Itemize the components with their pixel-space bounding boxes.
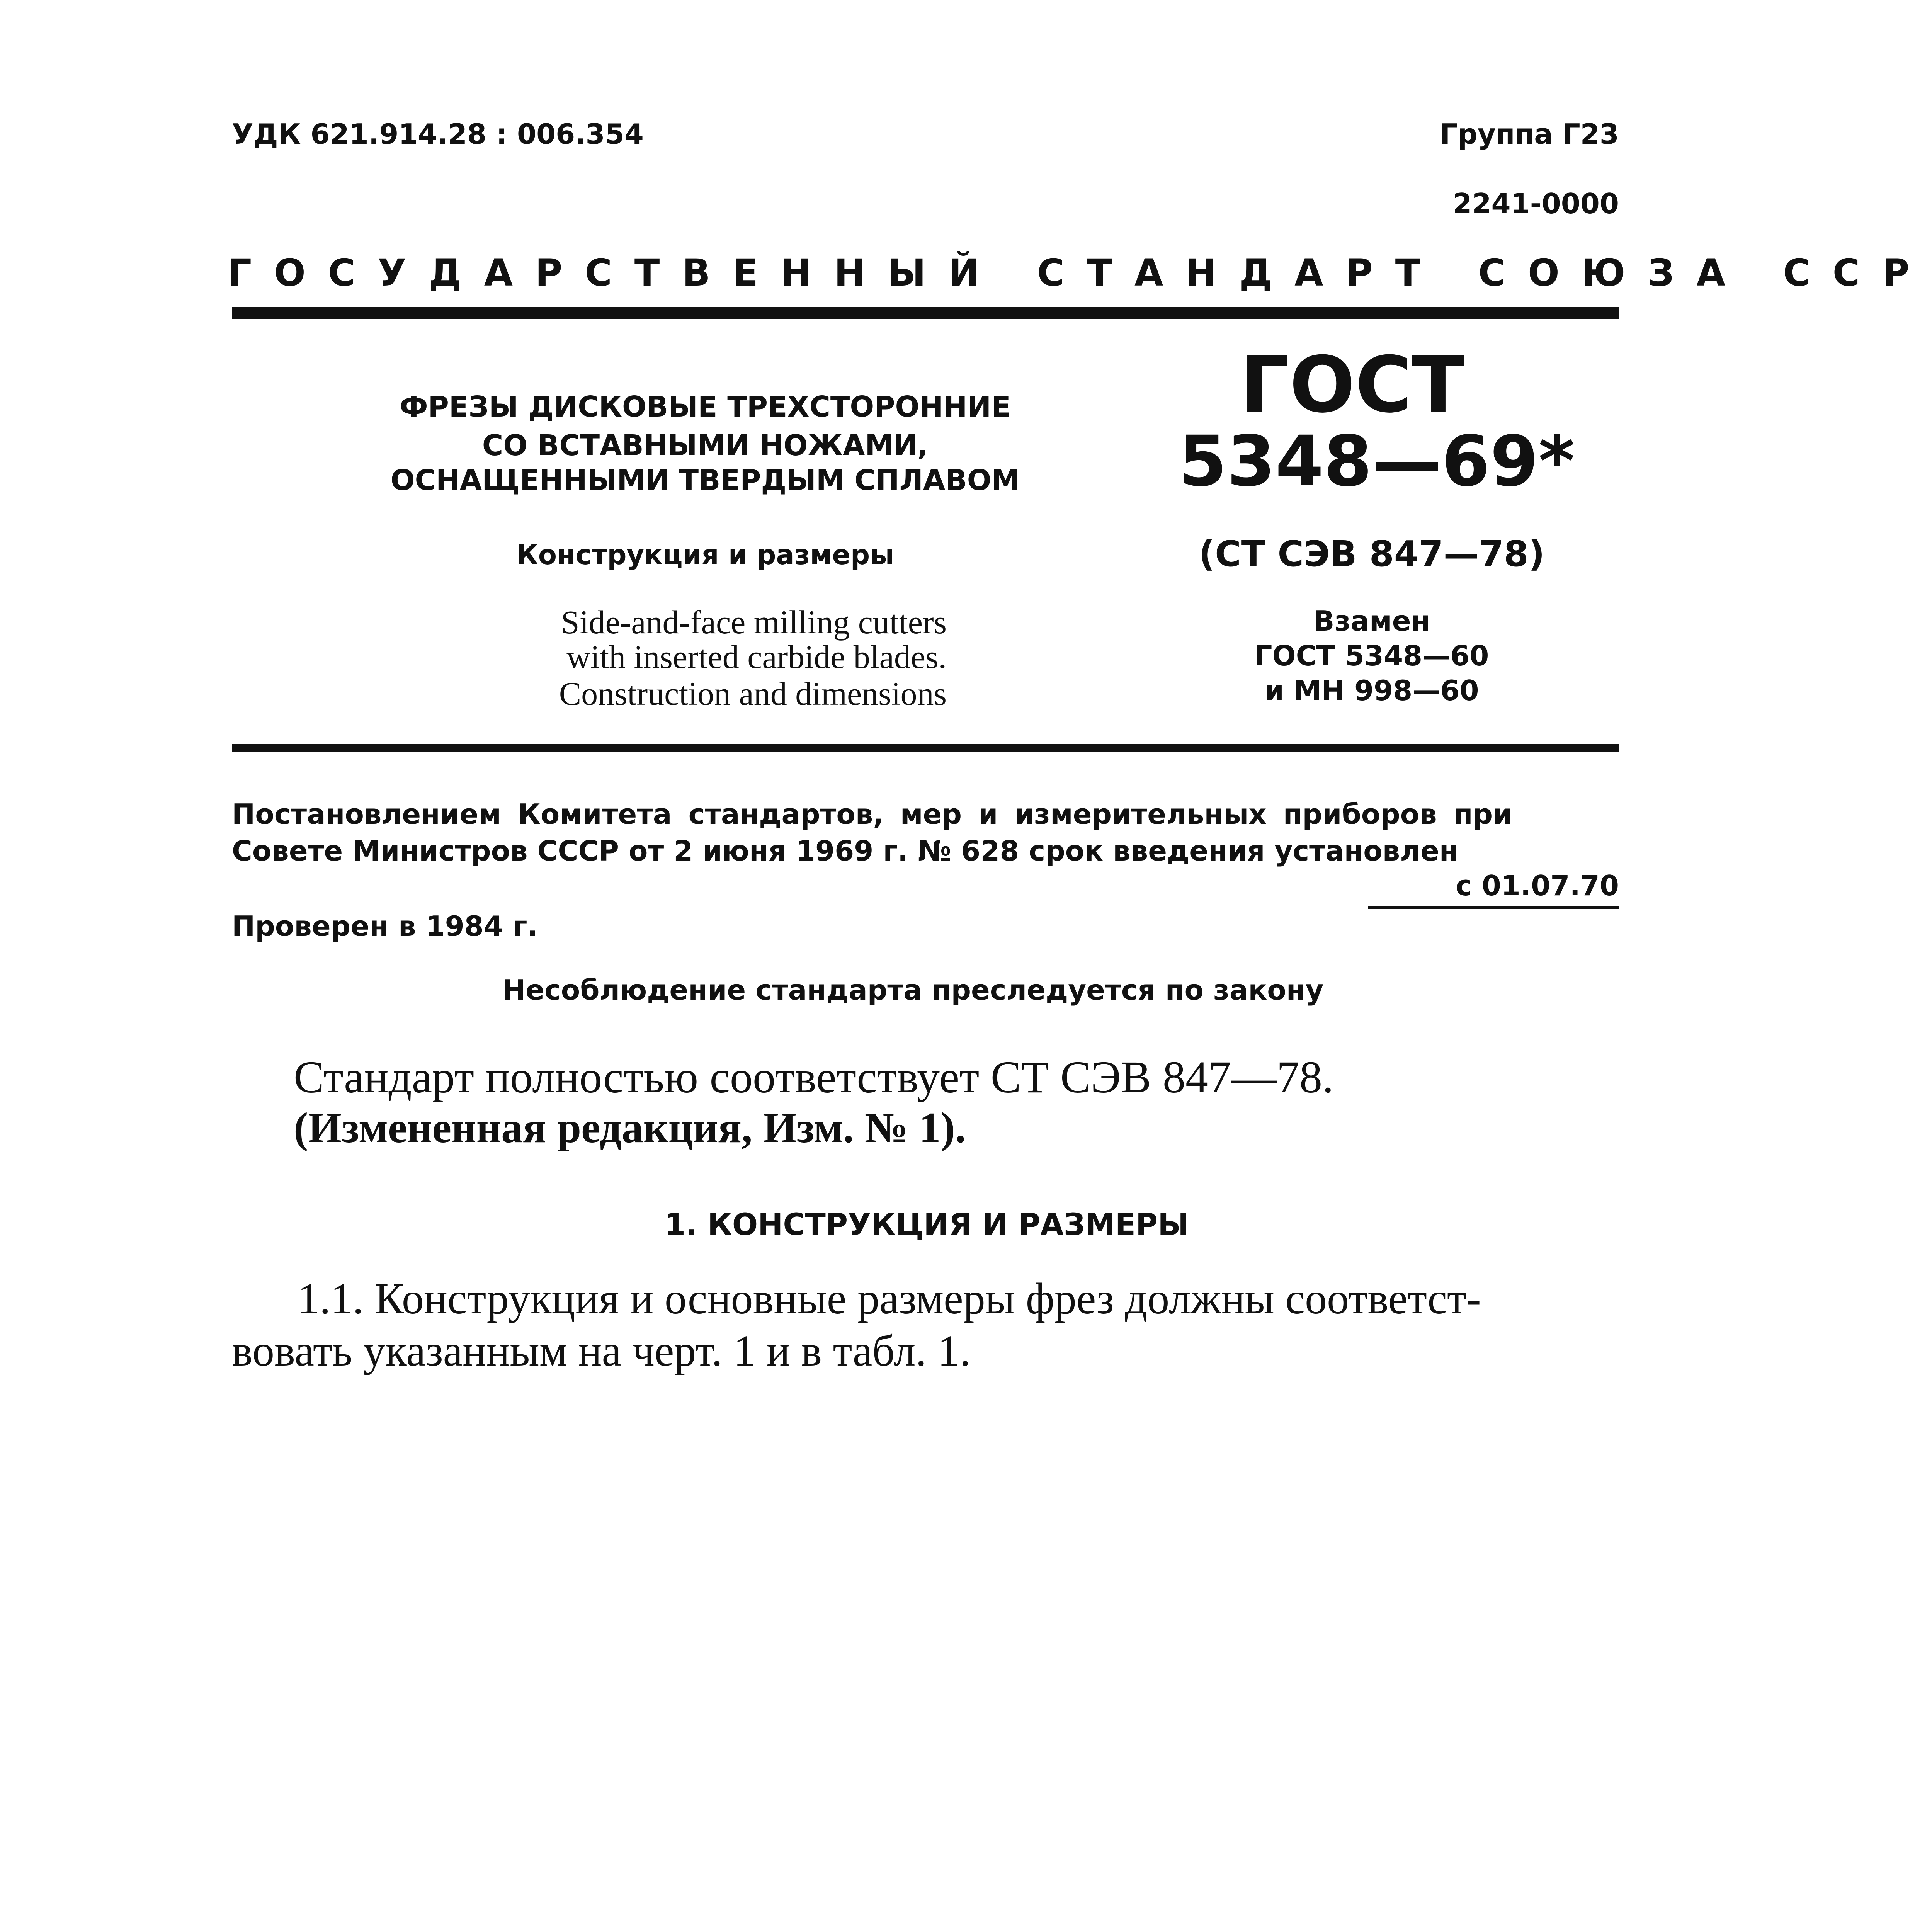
replaces-label: Взамен xyxy=(1313,605,1430,637)
title-en-line3: Construction and dimensions xyxy=(559,675,947,712)
title-ru-line2: СО ВСТАВНЫМИ НОЖАМИ, xyxy=(482,429,929,462)
title-ru-line1: ФРЕЗЫ ДИСКОВЫЕ ТРЕХСТОРОННИЕ xyxy=(400,390,1011,423)
replaces-standard-1: ГОСТ 5348—60 xyxy=(1254,639,1489,672)
decree-line1: Постановлением Комитета стандартов, мер и измерительных приборов при xyxy=(232,798,1512,830)
effective-date: с 01.07.70 xyxy=(1455,869,1619,902)
decree-line2: Совете Министров СССР от 2 июня 1969 г. № 628 срок введения установлен xyxy=(232,835,1459,867)
title-ru-subtitle: Конструкция и размеры xyxy=(516,539,895,571)
paragraph-line2: вовать указанным на черт. 1 и в табл. 1. xyxy=(232,1326,971,1375)
title-en-line1: Side-and-face milling cutters xyxy=(561,604,947,641)
replaces-standard-2: и МН 998—60 xyxy=(1264,674,1479,707)
paragraph-line1: 1.1. Конструкция и основные размеры фрез должны соответст- xyxy=(298,1274,1481,1323)
cmea-designation: (СТ СЭВ 847—78) xyxy=(1199,533,1545,575)
header-rule xyxy=(232,307,1619,319)
state-standard-banner xyxy=(228,251,1932,294)
conformance-statement: Стандарт полностью соответствует СТ СЭВ 847—78. xyxy=(294,1052,1334,1102)
title-ru-line3: ОСНАЩЕННЫМИ ТВЕРДЫМ СПЛАВОМ xyxy=(390,464,1020,497)
checked-year: Проверен в 1984 г. xyxy=(232,910,538,942)
title-rule xyxy=(232,744,1619,752)
title-en-line2: with inserted carbide blades. xyxy=(566,638,947,675)
effective-date-rule xyxy=(1368,906,1619,909)
law-notice: Несоблюдение стандарта преследуется по закону xyxy=(502,974,1324,1006)
gost-number: 5348—69* xyxy=(1179,421,1575,502)
udc-code: УДК 621.914.28 : 006.354 xyxy=(232,118,644,150)
decree-line1-row xyxy=(232,798,1619,830)
group-code: Группа Г23 xyxy=(1440,118,1619,150)
section-heading: 1. КОНСТРУКЦИЯ И РАЗМЕРЫ xyxy=(665,1208,1189,1242)
okp-code: 2241-0000 xyxy=(1452,187,1619,220)
amendment-note: (Измененная редакция, Изм. № 1). xyxy=(294,1104,966,1152)
gost-label: ГОСТ xyxy=(1240,340,1465,430)
state-standard-text: ГОСУДАРСТВЕННЫЙ СТАНДАРТ СОЮЗА ССР xyxy=(228,251,1932,294)
